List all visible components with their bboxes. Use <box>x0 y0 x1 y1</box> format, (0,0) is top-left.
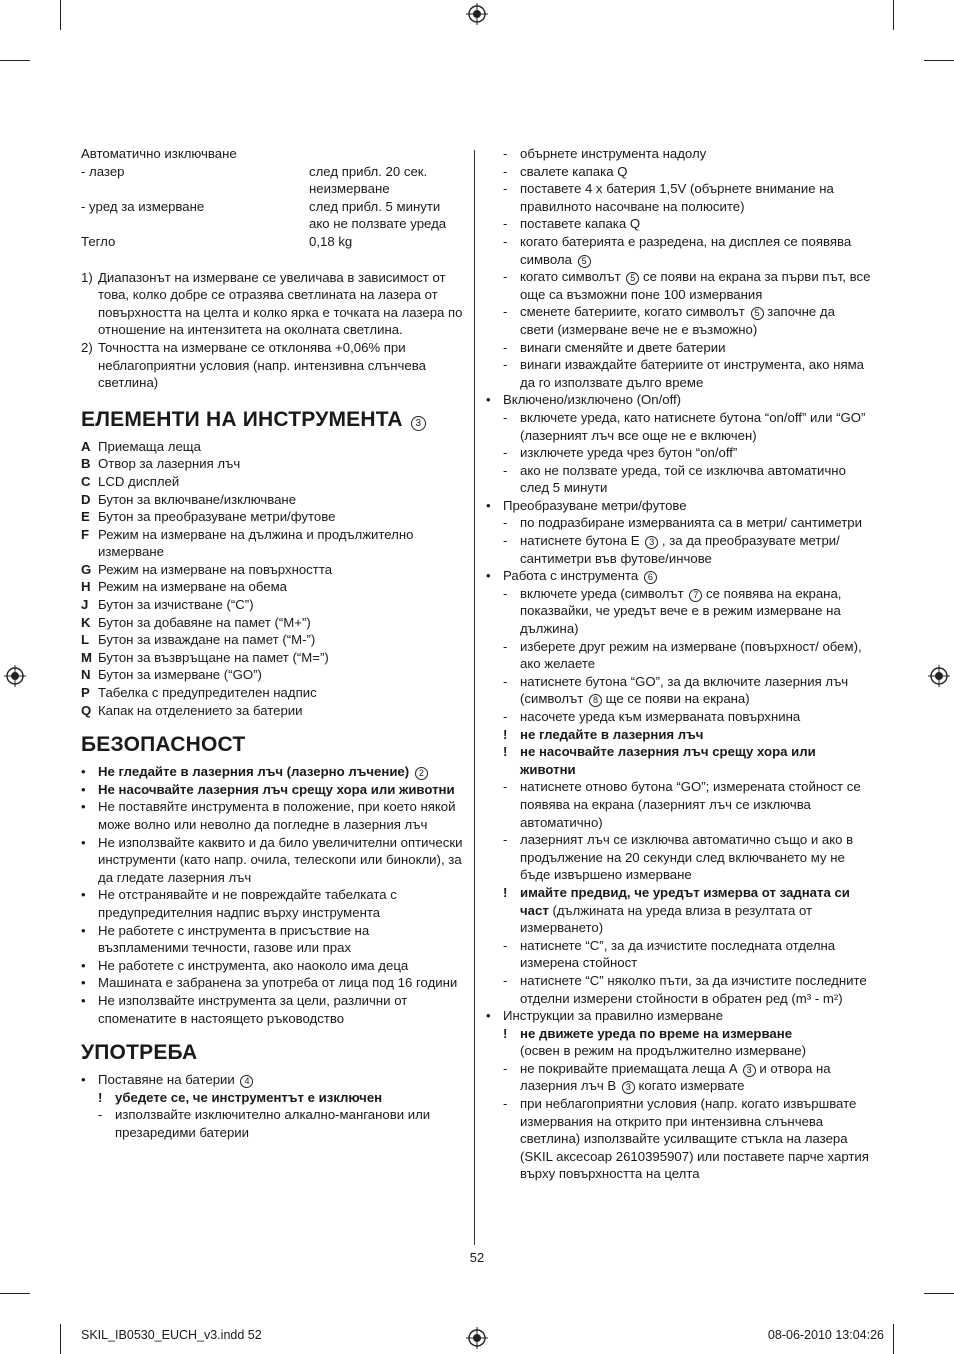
footnotes <box>81 269 463 392</box>
warning-mark: ! <box>503 884 508 900</box>
list-item-text <box>520 708 800 726</box>
part-text: Бутон за изчистване (“C”) <box>98 597 254 613</box>
list-item <box>486 1060 872 1095</box>
bullet-icon: • <box>486 392 491 408</box>
list-item <box>486 638 872 673</box>
item-text: Инструкции за правилно измерване <box>503 1008 724 1024</box>
item-text-cont: ще се появи на екрана) <box>605 691 750 707</box>
page-number: 52 <box>469 1250 485 1265</box>
list-item <box>486 514 872 532</box>
dash-mark: - <box>503 146 508 161</box>
list-item <box>81 763 463 781</box>
list-item-text <box>520 585 872 638</box>
bullet-icon: • <box>81 764 86 780</box>
dash-mark: - <box>98 1107 103 1123</box>
list-item-text <box>520 778 872 831</box>
item-text: винаги изваждайте батериите от инструмента, ако няма да го използвате дълго време <box>520 357 864 390</box>
part-item <box>81 702 463 720</box>
bullet-icon: • <box>81 1072 86 1088</box>
list-item-text <box>520 743 872 778</box>
part-letter: M <box>81 649 92 665</box>
list-item-text <box>520 444 737 462</box>
item-text: натиснете отново бутона “GO”; измерената стойност се появява на екрана (лазерният лъч се изключва автоматично) <box>520 779 861 830</box>
dash-mark: - <box>503 462 508 478</box>
elements-heading-text: ЕЛЕМЕНТИ НА ИНСТРУМЕНТА <box>81 407 403 431</box>
list-item-text <box>115 1089 382 1107</box>
dash-mark: - <box>503 269 508 285</box>
list-item <box>486 743 872 778</box>
item-text: натиснете “C” няколко пъти, за да изчистите последните отделни измерени стойности в обратен ред (m³ - m²) <box>520 972 867 1006</box>
part-letter: L <box>81 632 90 648</box>
dash-mark: - <box>503 304 508 320</box>
footnote-text: Диапазонът на измерване се увеличава в зависимост от това, колко добре се отразява светлината на лазера от повърхността на целта и колко ярка е точката на лазера по отношение на интензитета на околната светлина. <box>98 269 463 338</box>
item-text: натиснете “C”, за да изчистите последната отделна измерена стойност <box>520 937 836 971</box>
item-text: сменете батериите, когато символът <box>520 304 745 320</box>
list-item-text <box>520 673 872 708</box>
item-text: включете уреда, като натиснете бутона “on/off” или “GO” (лазерният лъч все още не е включен) <box>520 409 866 443</box>
list-item-text <box>520 514 862 532</box>
item-text: изключете уреда чрез бутон “on/off” <box>520 445 738 461</box>
part-text: Режим на измерване на обема <box>98 579 287 595</box>
part-letter: G <box>81 561 92 577</box>
figure-ref-icon: 8 <box>589 694 602 707</box>
bullet-icon: • <box>486 1008 491 1024</box>
part-item <box>81 631 463 649</box>
list-item-text <box>520 180 872 215</box>
item-text: свалете капака Q <box>520 163 628 179</box>
list-item <box>486 532 872 567</box>
part-item <box>81 561 463 579</box>
bullet-icon: • <box>81 957 86 973</box>
list-item-text <box>98 957 408 975</box>
list-item <box>486 673 872 708</box>
part-letter: Q <box>81 702 92 718</box>
spec-value: 0,18 kg <box>309 233 353 249</box>
footer-date: 08-06-2010 13:04:26 <box>767 1328 884 1342</box>
part-text: Бутон за изваждане на памет (“M-”) <box>98 632 316 648</box>
list-item-text <box>520 303 872 338</box>
crop-mark <box>893 0 894 30</box>
item-text: Не използвайте инструмента за цели, различни от споменатите в настоящето ръководство <box>98 992 408 1026</box>
registration-mark-icon <box>928 665 950 687</box>
right-column <box>486 145 872 1183</box>
dash-mark: - <box>503 585 508 601</box>
part-letter: K <box>81 614 91 630</box>
left-column <box>81 145 463 1142</box>
bullet-icon: • <box>81 799 86 815</box>
item-text: Поставяне на батерии <box>98 1072 235 1088</box>
registration-mark-icon <box>466 3 488 25</box>
footnote <box>81 269 463 339</box>
list-item-text <box>520 356 872 391</box>
footnote <box>81 339 463 392</box>
list-item <box>486 180 872 215</box>
list-item <box>486 778 872 831</box>
item-text: не движете уреда по време на измерване <box>520 1025 793 1041</box>
bullet-icon: • <box>81 781 86 797</box>
item-text: включете уреда (символът <box>520 585 684 601</box>
part-item <box>81 578 463 596</box>
spec-value <box>309 145 463 163</box>
part-letter: B <box>81 456 91 472</box>
crop-mark <box>0 1293 30 1294</box>
item-text: Не гледайте в лазерния лъч (лазерно лъчение) <box>98 764 410 780</box>
part-text: Табелка с предупредителен надпис <box>98 685 317 701</box>
usage-list-continued <box>486 145 872 1183</box>
bullet-icon: • <box>81 887 86 903</box>
figure-ref-icon: 3 <box>645 536 658 549</box>
item-text-cont: започне да свети (измерване вече не е възможно) <box>520 304 835 337</box>
dash-mark: - <box>503 233 508 249</box>
spec-table <box>81 145 463 251</box>
list-item <box>81 798 463 833</box>
list-item-text <box>503 567 657 585</box>
crop-mark <box>60 0 61 30</box>
item-text: Не насочвайте лазерния лъч срещу хора или животни <box>98 781 455 797</box>
dash-mark: - <box>503 937 508 953</box>
item-text-cont: се появява на екрана, показвайки, че уредът вече е в режим измерване на дължина) <box>520 585 842 637</box>
list-item-text <box>98 1071 253 1089</box>
dash-mark: - <box>503 779 508 795</box>
item-text-cont: (освен в режим на продължително измерване) <box>520 1043 807 1059</box>
footer-file: SKIL_IB0530_EUCH_v3.indd 52 <box>81 1328 262 1342</box>
item-text: когато символът <box>520 269 621 285</box>
dash-mark: - <box>503 181 508 197</box>
bullet-icon: • <box>81 834 86 850</box>
list-item-text <box>520 163 627 181</box>
registration-mark-icon <box>4 665 26 687</box>
dash-mark: - <box>503 445 508 461</box>
item-text: Не отстранявайте и не повреждайте табелката с предупредителния надпис върху инструмента <box>98 887 397 920</box>
list-item <box>486 444 872 462</box>
list-item <box>486 972 872 1007</box>
part-text: Бутон за преобразуване метри/футове <box>98 509 336 525</box>
part-item <box>81 614 463 632</box>
item-text: обърнете инструмента надолу <box>520 146 707 161</box>
dash-mark: - <box>503 1060 508 1076</box>
part-text: Бутон за възвръщане на памет (“M=”) <box>98 649 329 665</box>
dash-mark: - <box>503 638 508 654</box>
usage-heading: УПОТРЕБА <box>81 1041 198 1065</box>
spec-value: след прибл. 20 сек. неизмерване <box>309 163 428 197</box>
dash-mark: - <box>503 972 508 988</box>
spec-label: Автоматично изключване <box>81 146 237 161</box>
dash-mark: - <box>503 673 508 689</box>
list-item-text <box>98 781 455 799</box>
item-text: не насочвайте лазерния лъч срещу хора или животни <box>520 744 816 777</box>
item-text: Не поставяйте инструмента в положение, при което някой може волно или неволно да погледне в лазерния лъч <box>98 799 456 832</box>
dash-mark: - <box>503 1096 508 1112</box>
list-item-text <box>520 1025 806 1060</box>
part-item <box>81 526 463 561</box>
list-item <box>486 163 872 181</box>
part-letter: A <box>81 438 91 454</box>
warning-mark: ! <box>503 744 508 760</box>
item-text-cont: и отвора на лазерния лъч B <box>520 1060 831 1094</box>
footnote-number: 1) <box>81 269 93 285</box>
item-text: по подразбиране измерванията са в метри/ сантиметри <box>520 515 862 531</box>
list-item-text <box>520 532 872 567</box>
list-item <box>486 726 872 744</box>
part-item <box>81 438 463 456</box>
list-item-text <box>503 391 681 409</box>
item-text: при неблагоприятни условия (напр. когато извършвате измервания на открито при интензивна слънчева светлина) използвайте усилващите стъкла на лазера (SKIL аксесоар 2610395907) или поставете парче хартия върху повърхността на целта <box>520 1096 869 1182</box>
bullet-icon: • <box>486 568 491 584</box>
part-item <box>81 491 463 509</box>
elements-heading <box>81 408 463 432</box>
list-item <box>486 831 872 884</box>
safety-list <box>81 763 463 1027</box>
bullet-icon: • <box>81 992 86 1008</box>
part-item <box>81 684 463 702</box>
dash-mark: - <box>503 709 508 724</box>
list-item <box>486 391 872 409</box>
item-text: когато батерията е разредена, на дисплея се появява символа <box>520 233 852 267</box>
part-letter: D <box>81 491 91 507</box>
list-item-text <box>520 937 872 972</box>
item-text-cont: когато измервате <box>638 1078 745 1094</box>
list-item <box>486 145 872 163</box>
list-item-text <box>520 1095 872 1183</box>
item-text: натиснете бутона “GO”, за да включите лазерния лъч (символът <box>520 673 849 707</box>
part-letter: P <box>81 685 90 701</box>
part-text: LCD дисплей <box>98 473 180 489</box>
item-text: поставете капака Q <box>520 216 641 232</box>
item-text: поставете 4 x батерия 1,5V (обърнете внимание на правилното насочване на полюсите) <box>520 181 834 214</box>
list-item-text <box>520 638 872 673</box>
part-text: Бутон за измерване (“GO”) <box>98 667 262 683</box>
item-text: винаги сменяйте и двете батерии <box>520 339 726 355</box>
item-text: ако не ползвате уреда, той се изключва автоматично след 5 минути <box>520 462 846 496</box>
list-item <box>81 992 463 1027</box>
list-item-text <box>520 726 703 744</box>
footnote-text: Точността на измерване се отклонява +0,06% при неблагоприятни условия (напр. интензивна слънчева светлина) <box>98 339 426 391</box>
spec-label: - уред за измерване <box>81 198 205 214</box>
footnote-number: 2) <box>81 339 93 355</box>
part-letter: C <box>81 473 91 489</box>
figure-ref-icon: 7 <box>689 589 702 602</box>
part-letter: N <box>81 667 91 683</box>
list-item <box>486 233 872 268</box>
item-text: не покривайте приемащата леща A <box>520 1060 737 1076</box>
list-item <box>486 409 872 444</box>
crop-mark <box>893 1324 894 1354</box>
crop-mark <box>924 60 954 61</box>
warning-mark: ! <box>98 1089 103 1105</box>
crop-mark <box>0 60 30 61</box>
item-text-cont: , за да преобразувате метри/сантиметри във футове/инчове <box>520 533 840 566</box>
spec-value: след прибл. 5 минути ако не ползвате уреда <box>309 198 447 232</box>
part-text: Приемаща леща <box>98 438 201 454</box>
figure-ref-icon: 3 <box>411 416 426 431</box>
part-letter: H <box>81 579 91 595</box>
list-item <box>81 781 463 799</box>
bullet-icon: • <box>81 922 86 938</box>
usage-list <box>81 1071 463 1141</box>
list-item <box>486 567 872 585</box>
figure-ref-icon: 2 <box>415 767 428 780</box>
part-item <box>81 596 463 614</box>
warning-mark: ! <box>503 726 508 742</box>
figure-ref-icon: 5 <box>626 272 639 285</box>
list-item <box>486 303 872 338</box>
part-text: Капак на отделението за батерии <box>98 702 303 718</box>
list-item <box>486 268 872 303</box>
list-item-text <box>520 145 706 163</box>
list-item <box>486 884 872 937</box>
item-text: убедете се, че инструментът е изключен <box>115 1089 383 1105</box>
list-item <box>486 215 872 233</box>
part-text: Отвор за лазерния лъч <box>98 456 241 472</box>
list-item <box>486 708 872 726</box>
item-text: Не използвайте каквито и да било увеличителни оптически инструменти (като напр. очила, телескопи или бинокли), за да гледате лазерния лъч <box>98 834 463 885</box>
item-text: лазерният лъч се изключва автоматично също и ако в продължение на 20 секунди след включването му не бъде извършено измерване <box>520 832 854 883</box>
figure-ref-icon: 3 <box>743 1064 756 1077</box>
list-item-text <box>98 974 457 992</box>
item-text: Работа с инструмента <box>503 568 639 584</box>
dash-mark: - <box>503 515 508 531</box>
list-item <box>81 1089 463 1107</box>
list-item-text <box>98 834 463 887</box>
item-text: изберете друг режим на измерване (повърхност/ обем), ако желаете <box>520 638 862 672</box>
figure-ref-icon: 5 <box>578 255 591 268</box>
list-item-text <box>520 884 872 937</box>
list-item <box>486 497 872 515</box>
item-text: имайте предвид, че уредът измерва от задната си част <box>520 884 850 918</box>
dash-mark: - <box>503 533 508 549</box>
figure-ref-icon: 6 <box>644 571 657 584</box>
dash-mark: - <box>503 339 508 355</box>
list-item-text <box>520 972 872 1007</box>
list-item-text <box>520 409 872 444</box>
list-item <box>81 1106 463 1141</box>
part-letter: J <box>81 597 89 613</box>
list-item-text <box>503 497 687 515</box>
part-text: Бутон за включване/изключване <box>98 491 297 507</box>
part-text: Бутон за добавяне на памет (“M+”) <box>98 614 311 630</box>
list-item-text <box>503 1007 723 1025</box>
item-text: Не работете с инструмента в присъствие на възпламеними течности, газове или прах <box>98 922 370 956</box>
item-text: Включено/изключено (On/off) <box>503 392 682 408</box>
crop-mark <box>924 1293 954 1294</box>
spec-label: - лазер <box>81 163 125 179</box>
spec-label: Тегло <box>81 233 116 249</box>
part-letter: F <box>81 526 90 542</box>
list-item-text <box>520 462 872 497</box>
column-divider <box>474 150 475 1245</box>
item-text: Не работете с инструмента, ако наоколо има деца <box>98 957 409 973</box>
figure-ref-icon: 4 <box>240 1075 253 1088</box>
item-text: насочете уреда към измерваната повърхнина <box>520 709 801 724</box>
list-item <box>81 974 463 992</box>
list-item <box>81 886 463 921</box>
list-item-text <box>98 798 463 833</box>
part-text: Режим на измерване на повърхността <box>98 561 333 577</box>
dash-mark: - <box>503 832 508 848</box>
safety-heading: БЕЗОПАСНОСТ <box>81 733 246 757</box>
list-item <box>81 1071 463 1089</box>
list-item-text <box>115 1106 463 1141</box>
dash-mark: - <box>503 409 508 425</box>
part-item <box>81 473 463 491</box>
part-item <box>81 508 463 526</box>
warning-mark: ! <box>503 1025 508 1041</box>
list-item-text <box>98 886 463 921</box>
figure-ref-icon: 3 <box>622 1081 635 1094</box>
list-item-text <box>98 992 463 1027</box>
list-item <box>81 957 463 975</box>
list-item <box>486 339 872 357</box>
list-item <box>81 834 463 887</box>
registration-mark-icon <box>466 1327 488 1349</box>
item-text: не гледайте в лазерния лъч <box>520 726 704 742</box>
list-item-text <box>520 339 725 357</box>
list-item-text <box>520 268 872 303</box>
part-item <box>81 666 463 684</box>
figure-ref-icon: 5 <box>751 307 764 320</box>
crop-mark <box>60 1324 61 1354</box>
item-text: използвайте изключително алкално-манганови или презаредими батерии <box>115 1107 431 1140</box>
bullet-icon: • <box>486 497 491 513</box>
list-item <box>486 585 872 638</box>
item-text: Преобразуване метри/футове <box>503 497 687 513</box>
list-item-text <box>520 233 872 268</box>
list-item-text <box>520 215 640 233</box>
item-text: натиснете бутона E <box>520 533 640 549</box>
dash-mark: - <box>503 216 508 232</box>
item-text: Машината е забранена за употреба от лица под 16 години <box>98 975 458 991</box>
dash-mark: - <box>503 163 508 179</box>
list-item <box>486 1095 872 1183</box>
list-item <box>486 1007 872 1025</box>
item-text-cont: се появи на екрана за първи път, все още са възможни поне 100 измервания <box>520 269 871 302</box>
part-letter: E <box>81 509 90 525</box>
list-item-text <box>520 831 872 884</box>
list-item <box>486 356 872 391</box>
list-item-text <box>98 922 463 957</box>
list-item <box>486 937 872 972</box>
part-item <box>81 455 463 473</box>
part-text: Режим на измерване на дължина и продължително измерване <box>98 526 414 560</box>
bullet-icon: • <box>81 975 86 991</box>
list-item-text <box>98 763 428 781</box>
item-text-cont: (дължината на уреда влиза в резултата от измерването) <box>520 902 813 936</box>
list-item <box>81 922 463 957</box>
list-item <box>486 1025 872 1060</box>
parts-list <box>81 438 463 720</box>
list-item-text <box>520 1060 872 1095</box>
part-item <box>81 649 463 667</box>
dash-mark: - <box>503 357 508 373</box>
list-item <box>486 462 872 497</box>
